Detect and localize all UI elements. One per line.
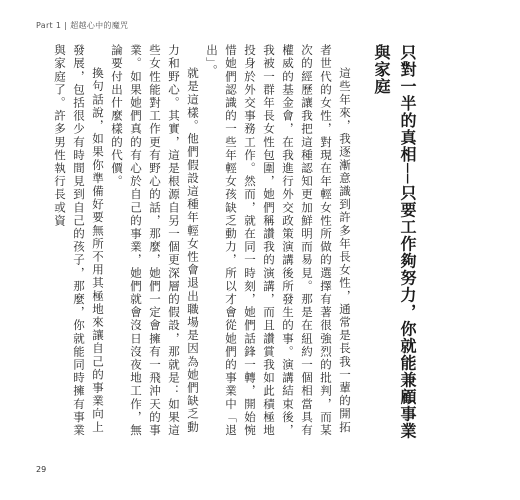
- header-separator: |: [64, 21, 68, 30]
- section-heading: 只對一半的真相──只要工作夠努力，你就能兼顧事業與家庭: [372, 44, 417, 440]
- page-number: 29: [36, 465, 47, 474]
- running-header: [36, 20, 128, 31]
- paragraph-1: 這些年來，我逐漸意識到許多年長女性，通常是長我一輩的開拓者世代的女性，對現在年輕女性所做的選擇有著很強烈的批判，而某次的經歷讓我把這種認知更加鮮明而易見。那是在紐約一個相當具有權威的基金會，在我進行外交政策演講後所發生的事。演講結束後，我被一群年長女性包圍，她們稱讚我的演講，而且讚賞我如此積極地投身於外交事務工作。然而，就在同一時刻，她們話鋒一轉，開始惋惜她們認識的一些年輕女孩缺乏動力，所以才會從她們的事業中「退出」。: [205, 44, 352, 437]
- vertical-text-body: [50, 44, 420, 444]
- paragraph-3: 換句話說，如果你準備好要無所不用其極地來讓自己的事業向上發展，包括很少有時間見到自己的孩子，那麼，你就能同時擁有事業與家庭了。許多男性執行長或資: [53, 44, 105, 437]
- chapter-title: 超越心中的魔咒: [70, 21, 129, 30]
- part-label: Part 1: [36, 21, 62, 30]
- paragraph-2: 就是這樣。他們假設這種年輕女性會退出職場是因為她們缺乏動力和野心。其實，這是根源自另一個更深層的假設，那就是：如果這些女性能對工作更有野心的話，那麼，她們一定會擁有一飛沖天的事業。如果她們真的有心於自己的事業，她們就會沒日沒夜地工作，無論要付出什麼樣的代價。: [110, 44, 200, 437]
